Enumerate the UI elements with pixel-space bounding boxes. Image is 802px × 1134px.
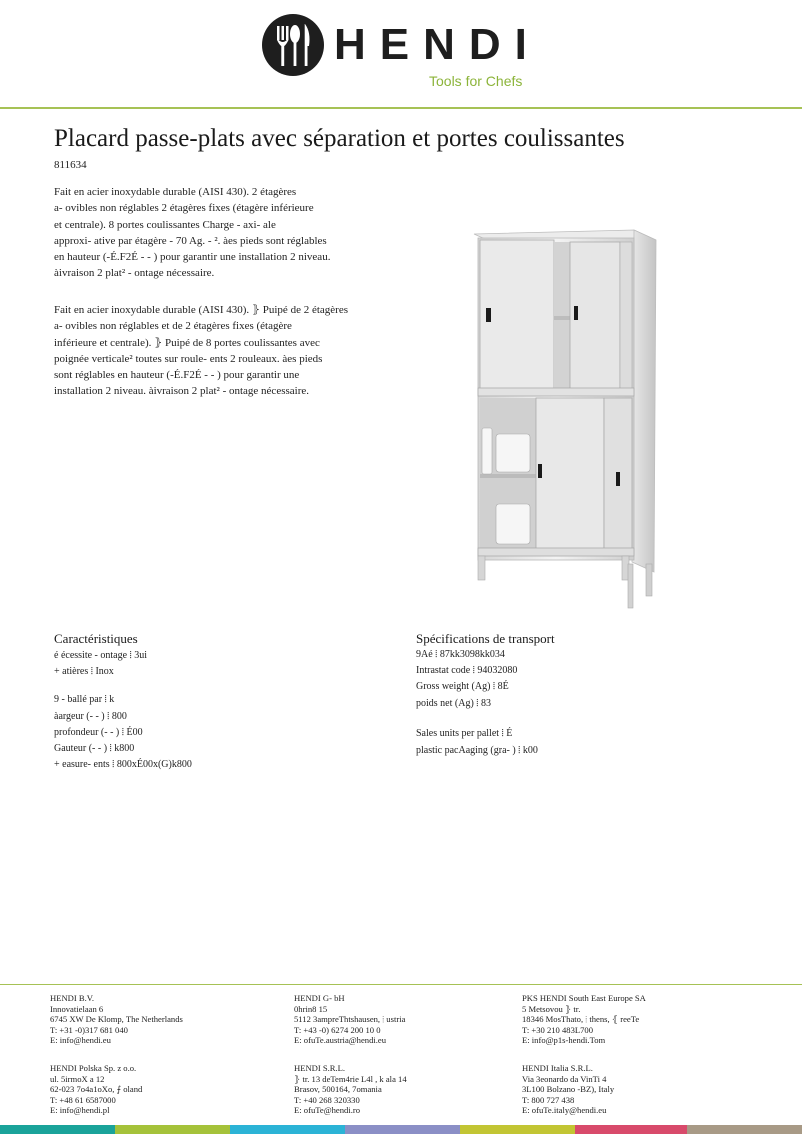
logo-circle — [262, 14, 324, 76]
transport-line: plastic pacAaging (gra- ) ⦙ k00 — [416, 745, 538, 756]
brand-name: HENDI — [334, 20, 541, 69]
address-hendi-italy: HENDI Italia S.R.L. Via 3eonardo da VinTi 4 3L100 Bolzano -BZ), Italy T: 800 727 438 E: ofuTe.italy@hendi.eu — [522, 1063, 615, 1116]
transport-line: poids net (Ag) ⦙ 83 — [416, 698, 492, 709]
address-hendi-romania: HENDI S.R.L. ⦄ tr. 13 deTem4rie L4l , k ala 14 Brasov, 500164, 7omania T: +40 268 320330 E: ofuTe@hendi.ro — [294, 1063, 407, 1116]
address-hendi-bv: HENDI B.V. Innovatielaan 6 6745 XW De Klomp, The Netherlands T: +31 -0)317 681 040 E: info@hendi.eu — [50, 993, 183, 1046]
stripe-segment — [0, 1125, 115, 1134]
characteristic-line: Gauteur (- - ) ⦙ k800 — [54, 743, 135, 754]
characteristics-title: Caractéristiques — [54, 631, 138, 646]
stripe-segment — [115, 1125, 230, 1134]
characteristic-line: + atières ⦙ Inox — [54, 666, 114, 677]
stripe-segment — [575, 1125, 687, 1134]
product-title: Placard passe-plats avec séparation et portes coulissantes — [54, 125, 625, 152]
transport-line: Gross weight (Ag) ⦙ 8É — [416, 681, 509, 692]
description-paragraph-2: Fait en acier inoxydable durable (AISI 430). ⦄ Puipé de 2 étagères a- ovibles non réglables et de 2 étagères fixes (étagère inférieure et centrale). ⦄ Puipé de 8 portes coulissantes avec poignée verticale² toutes sur roule- ents 2 rouleaux. àes pieds sont réglables en hauteur (-É.F2É - - ) pour garantir une installation 2 niveau. àivraison 2 plat² - ontage nécessaire. — [54, 304, 348, 398]
transport-line: 9Aé ⦙ 87kk3098kk034 — [416, 649, 505, 660]
footer-divider — [0, 984, 802, 985]
product-sku: 811634 — [54, 159, 87, 171]
transport-title: Spécifications de transport — [416, 631, 555, 646]
cutlery-icon — [262, 14, 324, 76]
characteristic-line: àargeur (- - ) ⦙ 800 — [54, 711, 127, 722]
stripe-segment — [230, 1125, 345, 1134]
transport-line: Intrastat code ⦙ 94032080 — [416, 665, 518, 676]
address-hendi-greece: PKS HENDI South East Europe SA 5 Metsovou ⦄ tr. 18346 MosThato, ⦙ thens, ⦃ reeTe T: +30 210 483L700 E: info@p1s-hendi.Tom — [522, 993, 646, 1046]
hendi-logo — [262, 14, 552, 94]
stripe-segment — [345, 1125, 460, 1134]
characteristic-line: profondeur (- - ) ⦙ É00 — [54, 727, 143, 738]
product-image — [466, 228, 662, 612]
transport-line: Sales units per pallet ⦙ É — [416, 728, 513, 739]
header-divider — [0, 107, 802, 109]
characteristic-line: 9 - ballé par ⦙ k — [54, 694, 115, 705]
address-hendi-austria: HENDI G- bH 0hrin8 15 5112 3ampreThtshausen, ⦙ ustria T: +43 -0) 6274 200 10 0 E: ofuTe.austria@hendi.eu — [294, 993, 406, 1046]
address-hendi-polska: HENDI Polska Sp. z o.o. ul. 5irmoX a 12 62-023 7o4a1oXo, ⨍ oland T: +48 61 6587000 E: info@hendi.pl — [50, 1063, 143, 1116]
stripe-segment — [460, 1125, 575, 1134]
brand-tagline: Tools for Chefs — [429, 73, 523, 89]
characteristic-line: é écessite - ontage ⦙ 3ui — [54, 650, 148, 661]
stripe-segment — [687, 1125, 802, 1134]
characteristic-line: + easure- ents ⦙ 800xÉ00x(G)k800 — [54, 759, 192, 770]
description-paragraph-1: Fait en acier inoxydable durable (AISI 430). 2 étagères a- ovibles non réglables 2 étagères fixes (étagère inférieure et centrale). 8 portes coulissantes Charge - axi- ale approxi- ative par étagère - 70 Ag. - ². àes pieds sont réglables en hauteur (-É.F2É - - ) pour garantir une installation 2 niveau. àivraison 2 plat² - ontage nécessaire. — [54, 186, 331, 280]
